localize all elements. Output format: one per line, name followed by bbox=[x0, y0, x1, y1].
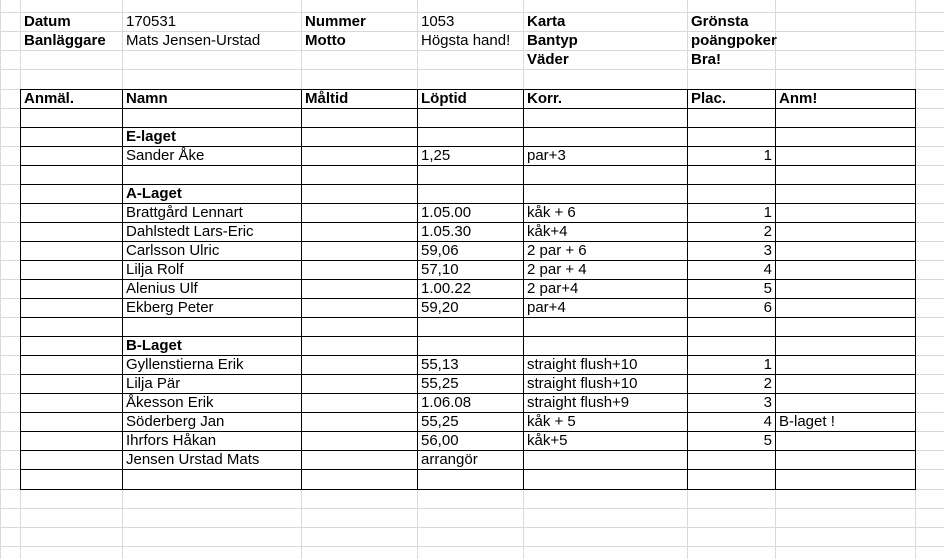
column-header-anmal[interactable]: Anmäl. bbox=[24, 90, 75, 107]
vader-label[interactable]: Väder bbox=[527, 51, 569, 68]
gridline-horizontal bbox=[0, 527, 944, 528]
cell-plac[interactable]: 3 bbox=[763, 242, 772, 259]
cell-namn[interactable]: Gyllenstierna Erik bbox=[126, 356, 244, 373]
cell-namn[interactable]: Lilja Pär bbox=[126, 375, 181, 392]
bantyp-label[interactable]: Bantyp bbox=[527, 32, 578, 49]
cell-plac[interactable]: 5 bbox=[763, 280, 772, 297]
column-header-korr[interactable]: Korr. bbox=[527, 90, 563, 107]
cell-loptid[interactable]: 59,06 bbox=[421, 242, 459, 259]
table-border-vertical bbox=[301, 89, 302, 490]
table-border-vertical bbox=[20, 89, 21, 490]
cell-plac[interactable]: 3 bbox=[763, 394, 772, 411]
table-border-horizontal bbox=[20, 317, 916, 318]
datum-value[interactable]: 170531 bbox=[126, 13, 177, 30]
cell-plac[interactable] bbox=[688, 450, 772, 469]
motto-label[interactable]: Motto bbox=[305, 32, 346, 49]
nummer-label[interactable]: Nummer bbox=[305, 13, 366, 30]
cell-plac[interactable]: 6 bbox=[763, 299, 772, 316]
cell-anm[interactable]: B-laget ! bbox=[779, 413, 835, 430]
cell-plac[interactable]: 1 bbox=[763, 204, 772, 221]
cell-namn[interactable]: Sander Åke bbox=[126, 147, 205, 164]
cell-plac[interactable]: 4 bbox=[763, 413, 772, 430]
cell-korr[interactable]: kåk+5 bbox=[527, 432, 568, 449]
cell-korr[interactable]: 2 par + 6 bbox=[527, 242, 587, 259]
cell-namn[interactable]: Dahlstedt Lars-Eric bbox=[126, 223, 254, 240]
cell-namn[interactable]: Alenius Ulf bbox=[126, 280, 198, 297]
cell-plac[interactable]: 4 bbox=[763, 261, 772, 278]
table-border-horizontal bbox=[20, 108, 916, 109]
cell-namn[interactable]: Ekberg Peter bbox=[126, 299, 214, 316]
cell-loptid[interactable]: 55,25 bbox=[421, 413, 459, 430]
cell-korr[interactable]: kåk + 6 bbox=[527, 204, 576, 221]
cell-korr[interactable]: 2 par + 4 bbox=[527, 261, 587, 278]
table-border-vertical bbox=[122, 89, 123, 490]
motto-value[interactable]: Högsta hand! bbox=[421, 32, 511, 49]
cell-korr[interactable]: straight flush+9 bbox=[527, 394, 630, 411]
table-border-horizontal bbox=[20, 489, 916, 490]
cell-korr[interactable]: par+4 bbox=[527, 299, 566, 316]
banlaggare-label[interactable]: Banläggare bbox=[24, 32, 106, 49]
cell-loptid[interactable]: 1.06.08 bbox=[421, 394, 472, 411]
cell-korr[interactable]: kåk+4 bbox=[527, 223, 568, 240]
cell-loptid[interactable]: 1.05.00 bbox=[421, 204, 472, 221]
cell-loptid[interactable]: 59,20 bbox=[421, 299, 459, 316]
cell-namn[interactable]: Ihrfors Håkan bbox=[126, 432, 217, 449]
cell-plac[interactable]: 1 bbox=[763, 356, 772, 373]
cell-namn[interactable]: Söderberg Jan bbox=[126, 413, 225, 430]
cell-loptid[interactable]: 56,00 bbox=[421, 432, 459, 449]
cell-loptid[interactable]: 1.05.30 bbox=[421, 223, 472, 240]
cell-plac[interactable]: 1 bbox=[763, 147, 772, 164]
table-border-horizontal bbox=[20, 469, 916, 470]
cell-plac[interactable]: 2 bbox=[763, 375, 772, 392]
table-border-horizontal bbox=[20, 165, 916, 166]
cell-namn[interactable]: Brattgård Lennart bbox=[126, 204, 243, 221]
gridline-horizontal bbox=[0, 69, 944, 70]
column-header-loptid[interactable]: Löptid bbox=[421, 90, 467, 107]
cell-namn[interactable]: Lilja Rolf bbox=[126, 261, 184, 278]
cell-namn[interactable]: Jensen Urstad Mats bbox=[126, 451, 260, 468]
cell-loptid[interactable]: 57,10 bbox=[421, 261, 459, 278]
gridline-horizontal bbox=[0, 508, 944, 509]
vader-value[interactable]: Bra! bbox=[691, 51, 722, 68]
nummer-value[interactable]: 1053 bbox=[421, 13, 455, 30]
datum-label[interactable]: Datum bbox=[24, 13, 71, 30]
column-header-namn[interactable]: Namn bbox=[126, 90, 168, 107]
table-border-vertical bbox=[523, 89, 524, 490]
cell-loptid[interactable]: 1.00.22 bbox=[421, 280, 472, 297]
gridline-horizontal bbox=[0, 50, 944, 51]
cell-namn[interactable]: Carlsson Ulric bbox=[126, 242, 220, 259]
cell-loptid[interactable]: 55,25 bbox=[421, 375, 459, 392]
group-heading[interactable]: A-Laget bbox=[126, 185, 182, 202]
karta-label[interactable]: Karta bbox=[527, 13, 566, 30]
cell-plac[interactable]: 5 bbox=[763, 432, 772, 449]
cell-korr[interactable]: par+3 bbox=[527, 147, 566, 164]
banlaggare-value[interactable]: Mats Jensen-Urstad bbox=[126, 32, 261, 49]
group-heading[interactable]: B-Laget bbox=[126, 337, 182, 354]
cell-korr[interactable]: 2 par+4 bbox=[527, 280, 579, 297]
bantyp-value[interactable]: poängpoker bbox=[691, 32, 777, 49]
cell-loptid[interactable]: 1,25 bbox=[421, 147, 451, 164]
column-header-anm[interactable]: Anm! bbox=[779, 90, 818, 107]
column-header-plac[interactable]: Plac. bbox=[691, 90, 727, 107]
column-header-maltid[interactable]: Måltid bbox=[305, 90, 349, 107]
cell-loptid[interactable]: arrangör bbox=[421, 451, 478, 468]
table-border-vertical bbox=[915, 89, 916, 490]
table-border-vertical bbox=[417, 89, 418, 490]
cell-plac[interactable]: 2 bbox=[763, 223, 772, 240]
cell-korr[interactable]: kåk + 5 bbox=[527, 413, 576, 430]
table-border-vertical bbox=[775, 89, 776, 490]
cell-namn[interactable]: Åkesson Erik bbox=[126, 394, 214, 411]
group-heading[interactable]: E-laget bbox=[126, 128, 177, 145]
cell-korr[interactable]: straight flush+10 bbox=[527, 375, 638, 392]
cell-korr[interactable]: straight flush+10 bbox=[527, 356, 638, 373]
karta-value[interactable]: Grönsta bbox=[691, 13, 749, 30]
gridline-horizontal bbox=[0, 546, 944, 547]
cell-loptid[interactable]: 55,13 bbox=[421, 356, 459, 373]
